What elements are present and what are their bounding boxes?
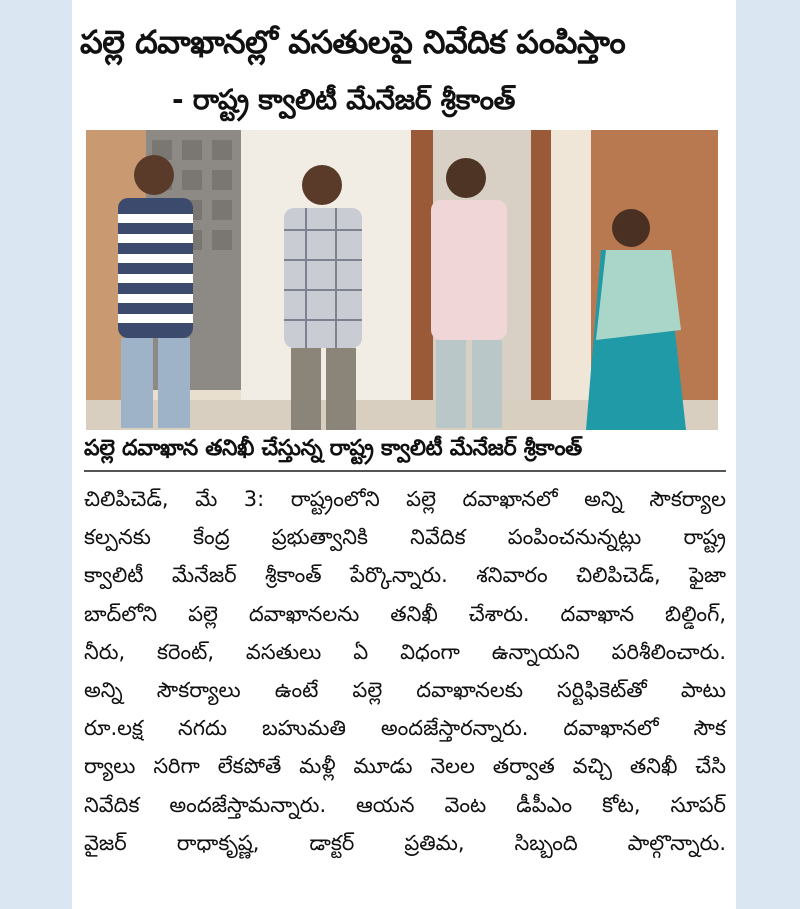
newspaper-clipping <box>72 0 736 909</box>
caption-divider <box>84 470 726 472</box>
subheadline: - రాష్ట్ర క్వాలిటీ మేనేజర్ శ్రీకాంత్ <box>172 83 516 116</box>
body-line: ర్యాలు సరిగా లేకపోతే మళ్లీ మూడు నెలల తర్వాత వచ్చి తనిఖీ చేసి <box>84 754 726 779</box>
body-line: రూ.లక్ష నగదు బహుమతి అందజేస్తారన్నారు. దవాఖానలో సౌక <box>84 716 726 741</box>
news-photo <box>86 130 718 430</box>
article-body <box>84 480 726 862</box>
left-margin <box>0 0 72 909</box>
body-line: అన్ని సౌకర్యాలు ఉంటే పల్లె దవాఖానలకు సర్టిఫికెట్‌తో పాటు <box>84 677 726 702</box>
headline: పల్లె దవాఖానల్లో వసతులపై నివేదిక పంపిస్తాం <box>80 23 626 61</box>
body-line: వైజర్ రాధాకృష్ణ, డాక్టర్ ప్రతిమ, సిబ్బంది పాల్గొన్నారు. <box>84 830 726 855</box>
body-line: క్వాలిటీ మేనేజర్ శ్రీకాంత్ పేర్కొన్నారు. శనివారం చిలిపిచెడ్, ఫైజా <box>84 563 726 588</box>
body-line: నివేదిక అందజేస్తామన్నారు. ఆయన వెంట డీపీఎం కోట, సూపర్ <box>84 792 726 817</box>
photo-caption: పల్లె దవాఖాన తనిఖీ చేస్తున్న రాష్ట్ర క్వాలిటీ మేనేజర్ శ్రీకాంత్ <box>84 436 583 461</box>
body-line: నీరు, కరెంట్, వసతులు ఏ విధంగా ఉన్నాయని పరిశీలించారు. <box>84 639 726 664</box>
body-line: బాద్‌లోని పల్లె దవాఖానలను తనిఖీ చేశారు. దవాఖాన బిల్డింగ్, <box>84 601 726 626</box>
right-margin <box>736 0 800 909</box>
body-line: చిలిపిచెడ్, మే 3: రాష్ట్రంలోని పల్లె దవాఖానలో అన్ని సౌకర్యాల <box>84 487 726 511</box>
body-line: కల్పనకు కేంద్ర ప్రభుత్వానికి నివేదిక పంపించనున్నట్లు రాష్ట్ర <box>84 525 726 550</box>
